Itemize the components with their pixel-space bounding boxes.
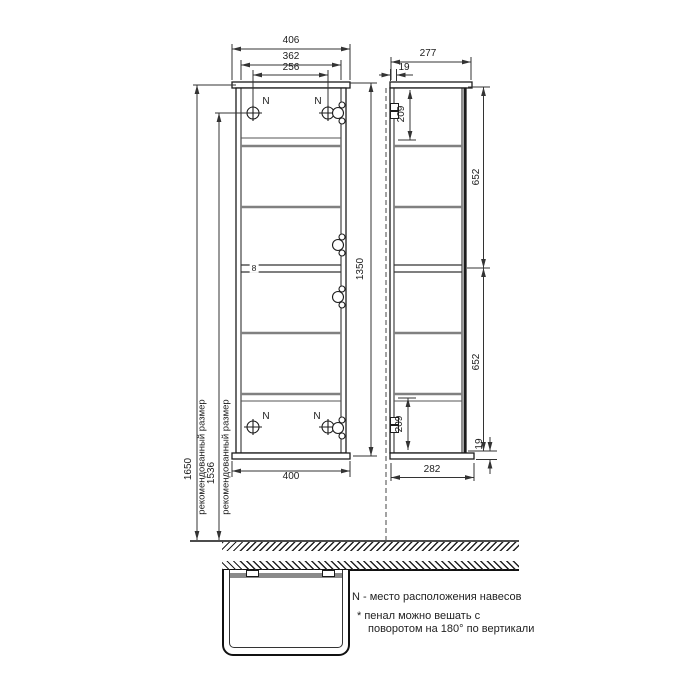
dim-height-hanger: 1536: [206, 461, 217, 485]
dim-section-lower: 652: [471, 353, 482, 371]
dim-width-inner: 362: [282, 51, 300, 62]
dim-width-bottom: 400: [282, 471, 300, 482]
dim-back-offset: 19: [398, 62, 410, 73]
front-top-cap: [232, 82, 350, 88]
note-rotate-line2: поворотом на 180° по вертикали: [368, 623, 535, 635]
plan-view-carcass: [229, 570, 343, 648]
hanger-marker: N: [262, 96, 270, 107]
dim-width-top: 406: [282, 35, 300, 46]
recommended-size-label: рекомендованный размер: [196, 399, 208, 515]
front-bottom-cap: [232, 453, 350, 459]
dim-depth-top: 277: [419, 48, 437, 59]
plan-hanger-bracket-icon: [322, 570, 335, 577]
plan-hanger-bracket-icon: [246, 570, 259, 577]
floor-hatch: [222, 542, 519, 551]
dim-hanger-spacing: 256: [282, 62, 300, 73]
hanger-marker: N: [262, 411, 270, 422]
side-bottom-cap: [390, 453, 474, 459]
wall-hatch: [222, 561, 519, 570]
hanger-marker: N: [313, 411, 321, 422]
note-rotate-line1: * пенал можно вешать с: [357, 610, 481, 622]
dim-depth-bottom: 282: [423, 464, 441, 475]
dim-shelf-thickness: 8: [251, 262, 257, 273]
note-hanger-location: N - место расположения навесов: [352, 591, 522, 603]
dim-height: 1350: [355, 257, 366, 281]
dim-hanger-offset-top: 209: [396, 105, 407, 123]
side-top-cap: [390, 82, 472, 88]
dim-base-thickness: 19: [474, 438, 485, 450]
dim-hanger-offset-bottom: 209: [394, 415, 405, 433]
recommended-size-label: рекомендованный размер: [220, 399, 232, 515]
dim-section-upper: 652: [471, 168, 482, 186]
hanger-marker: N: [314, 96, 322, 107]
dim-height-overall: 1650: [183, 457, 194, 481]
